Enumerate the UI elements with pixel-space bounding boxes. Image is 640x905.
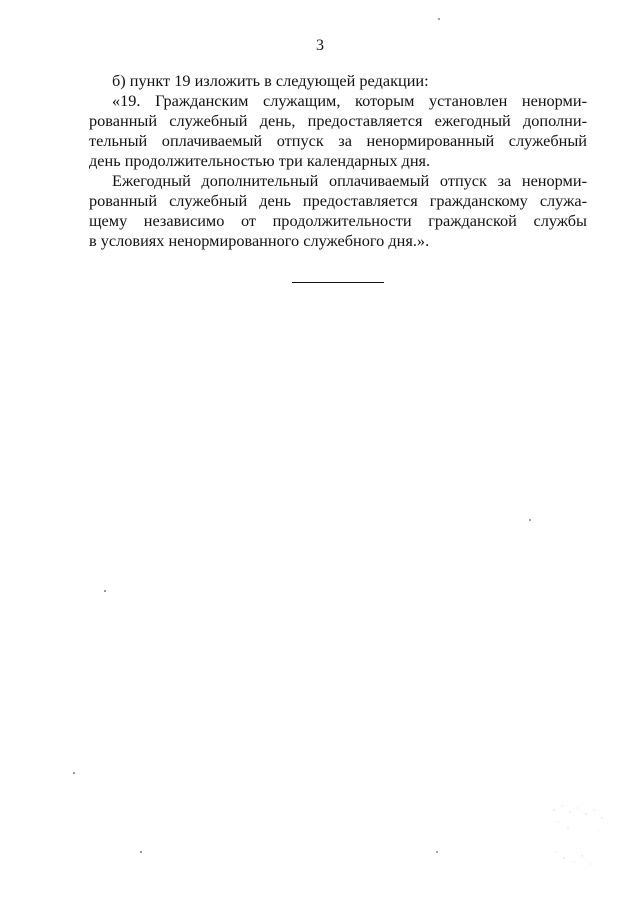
text-line: щему независимо от продолжительности гражданской службы xyxy=(89,211,587,230)
text-line: в условиях ненормированного служебного дня.». xyxy=(89,231,430,250)
scan-speck xyxy=(436,851,438,853)
scan-speck xyxy=(104,590,106,592)
scan-noise xyxy=(548,800,618,870)
text-line: тельный оплачиваемый отпуск за ненормированный служебный xyxy=(89,131,587,150)
document-body xyxy=(89,71,587,251)
scan-speck xyxy=(529,519,531,521)
scan-speck xyxy=(438,18,440,20)
paragraph-additional-leave xyxy=(89,171,587,251)
paragraph-amendment-intro xyxy=(89,71,587,91)
text-line: день продолжительностью три календарных дня. xyxy=(89,151,431,170)
page-number: 3 xyxy=(316,37,324,54)
text-line: рованный служебный день предоставляется гражданскому служа- xyxy=(89,191,587,210)
text-line: «19. Гражданским служащим, которым установлен ненорми- xyxy=(112,91,587,110)
paragraph-item-19 xyxy=(89,91,587,171)
scan-speck xyxy=(140,851,142,853)
end-separator-line xyxy=(292,282,384,283)
text-line: б) пункт 19 изложить в следующей редакции: xyxy=(112,71,429,90)
scan-speck xyxy=(73,772,75,774)
text-line: Ежегодный дополнительный оплачиваемый отпуск за ненорми- xyxy=(112,171,587,190)
text-line: рованный служебный день, предоставляется ежегодный дополни- xyxy=(89,111,587,130)
